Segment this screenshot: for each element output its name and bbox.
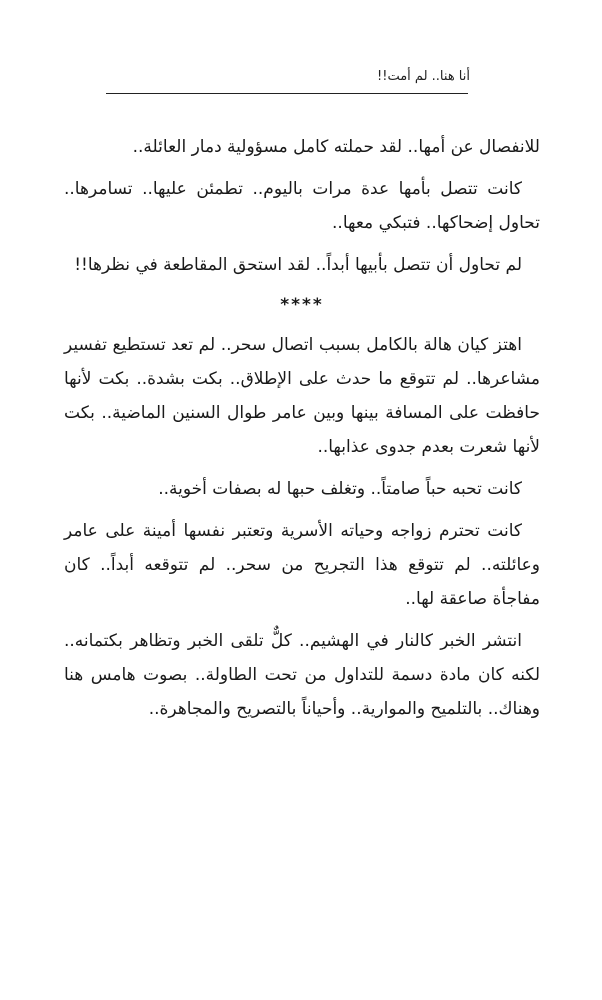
section-divider: ****	[280, 295, 324, 315]
paragraph-1: للانفصال عن أمها.. لقد حملته كامل مسؤولية دمار العائلة..	[132, 137, 540, 157]
paragraph-7: انتشر الخبر كالنار في الهشيم.. كلٌّ تلقى الخبر وتظاهر بكتمانه.. لكنه كان مادة دسمة للتداول من تحت الطاولة.. بصوت هامس هنا وهناك.. بالتلميح والموارية.. وأحياناً بالتصريح والمجاهرة..	[64, 631, 540, 719]
paragraph-4: اهتز كيان هالة بالكامل بسبب اتصال سحر.. لم تعد تستطيع تفسير مشاعرها.. لم تتوقع ما حدث على الإطلاق.. بكت بشدة.. بكت لأنها حافظت على المسافة بينها وبين عامر طوال السنين الماضية.. بكت لأنها شعرت بعدم جدوى عذابها..	[64, 335, 540, 457]
paragraph-2: كانت تتصل بأمها عدة مرات باليوم.. تطمئن عليها.. تسامرها.. تحاول إضحاكها.. فتبكي معها..	[64, 179, 540, 233]
paragraph-6: كانت تحترم زواجه وحياته الأسرية وتعتبر نفسها أمينة على عامر وعائلته.. لم تتوقع هذا التجريح من سحر.. لم تتوقعه أبداً.. كان مفاجأة صاعقة لها..	[64, 521, 540, 609]
paragraph-3: لم تحاول أن تتصل بأبيها أبداً.. لقد استحق المقاطعة في نظرها!!	[74, 255, 522, 275]
running-header-title: أنا هنا.. لم أمت!!	[377, 69, 470, 84]
paragraph-5: كانت تحبه حباً صامتاً.. وتغلف حبها له بصفات أخوية..	[158, 479, 522, 499]
header-rule	[106, 93, 468, 94]
body-text	[64, 130, 540, 734]
